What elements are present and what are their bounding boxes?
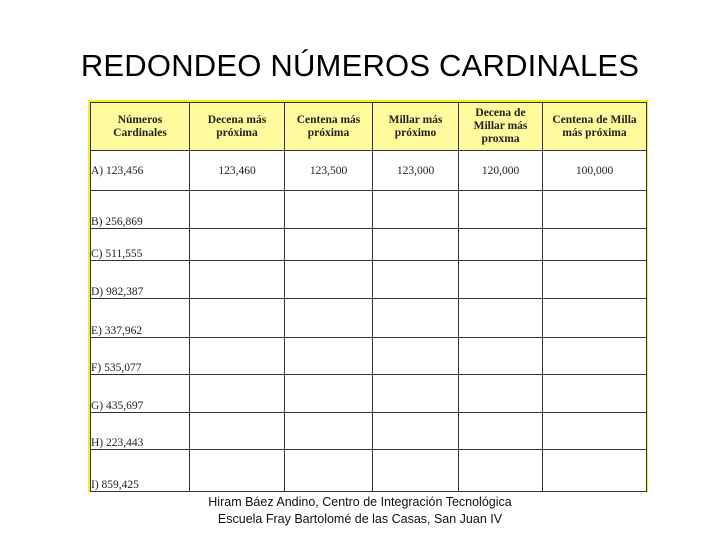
- answer-cell[interactable]: [543, 338, 647, 375]
- header-cell: Millar más próximo: [373, 103, 459, 151]
- answer-cell[interactable]: [459, 450, 543, 492]
- answer-cell[interactable]: [459, 413, 543, 450]
- table-row: [91, 261, 647, 299]
- answer-cell[interactable]: [285, 229, 373, 261]
- answer-cell[interactable]: [285, 450, 373, 492]
- answer-cell[interactable]: [190, 375, 285, 413]
- footer-line-author: Hiram Báez Andino, Centro de Integración Tecnológica: [208, 495, 512, 509]
- row-label: D) 982,387: [91, 261, 190, 299]
- row-label: G) 435,697: [91, 375, 190, 413]
- answer-cell[interactable]: [285, 299, 373, 338]
- table-row: [91, 191, 647, 229]
- rounding-table-frame: [88, 100, 648, 492]
- answer-cell: 123,460: [190, 151, 285, 191]
- answer-cell[interactable]: [459, 299, 543, 338]
- answer-cell[interactable]: [190, 450, 285, 492]
- answer-cell[interactable]: [543, 450, 647, 492]
- answer-cell[interactable]: [373, 413, 459, 450]
- table-row: [91, 151, 647, 191]
- table-row: [91, 413, 647, 450]
- answer-cell[interactable]: [543, 375, 647, 413]
- answer-cell: 120,000: [459, 151, 543, 191]
- row-label: E) 337,962: [91, 299, 190, 338]
- header-row: [91, 103, 647, 151]
- answer-cell[interactable]: [373, 375, 459, 413]
- answer-cell[interactable]: [373, 338, 459, 375]
- row-label: A) 123,456: [91, 151, 190, 191]
- slide-footer: [0, 494, 720, 528]
- answer-cell[interactable]: [373, 229, 459, 261]
- header-cell: Decena de Millar más proxma: [459, 103, 543, 151]
- header-cell: Números Cardinales: [91, 103, 190, 151]
- answer-cell[interactable]: [373, 450, 459, 492]
- answer-cell[interactable]: [459, 261, 543, 299]
- slide-title: REDONDEO NÚMEROS CARDINALES: [80, 48, 640, 83]
- answer-cell[interactable]: [285, 191, 373, 229]
- answer-cell[interactable]: [285, 375, 373, 413]
- answer-cell[interactable]: [190, 191, 285, 229]
- table-row: [91, 299, 647, 338]
- answer-cell[interactable]: [459, 229, 543, 261]
- table-row: [91, 450, 647, 492]
- header-cell: Centena de Milla más próxima: [543, 103, 647, 151]
- answer-cell[interactable]: [543, 191, 647, 229]
- rounding-table: [90, 102, 647, 492]
- answer-cell[interactable]: [285, 413, 373, 450]
- header-cell: Centena más próxima: [285, 103, 373, 151]
- table-row: [91, 229, 647, 261]
- row-label: I) 859,425: [91, 450, 190, 492]
- answer-cell[interactable]: [543, 413, 647, 450]
- footer-line-school: Escuela Fray Bartolomé de las Casas, San Juan IV: [217, 512, 503, 526]
- answer-cell[interactable]: [459, 375, 543, 413]
- row-label: B) 256,869: [91, 191, 190, 229]
- answer-cell[interactable]: [373, 299, 459, 338]
- answer-cell[interactable]: [190, 338, 285, 375]
- answer-cell[interactable]: [543, 229, 647, 261]
- row-label: H) 223,443: [91, 413, 190, 450]
- answer-cell[interactable]: [285, 261, 373, 299]
- table-row: [91, 375, 647, 413]
- answer-cell[interactable]: [459, 338, 543, 375]
- answer-cell[interactable]: [190, 261, 285, 299]
- answer-cell[interactable]: [190, 299, 285, 338]
- answer-cell: 123,500: [285, 151, 373, 191]
- answer-cell[interactable]: [543, 299, 647, 338]
- answer-cell[interactable]: [373, 261, 459, 299]
- answer-cell[interactable]: [543, 261, 647, 299]
- header-cell: Decena más próxima: [190, 103, 285, 151]
- table-row: [91, 338, 647, 375]
- answer-cell[interactable]: [459, 191, 543, 229]
- row-label: F) 535,077: [91, 338, 190, 375]
- answer-cell[interactable]: [190, 229, 285, 261]
- answer-cell[interactable]: [190, 413, 285, 450]
- answer-cell[interactable]: [373, 191, 459, 229]
- answer-cell: 100,000: [543, 151, 647, 191]
- row-label: C) 511,555: [91, 229, 190, 261]
- answer-cell[interactable]: [285, 338, 373, 375]
- answer-cell: 123,000: [373, 151, 459, 191]
